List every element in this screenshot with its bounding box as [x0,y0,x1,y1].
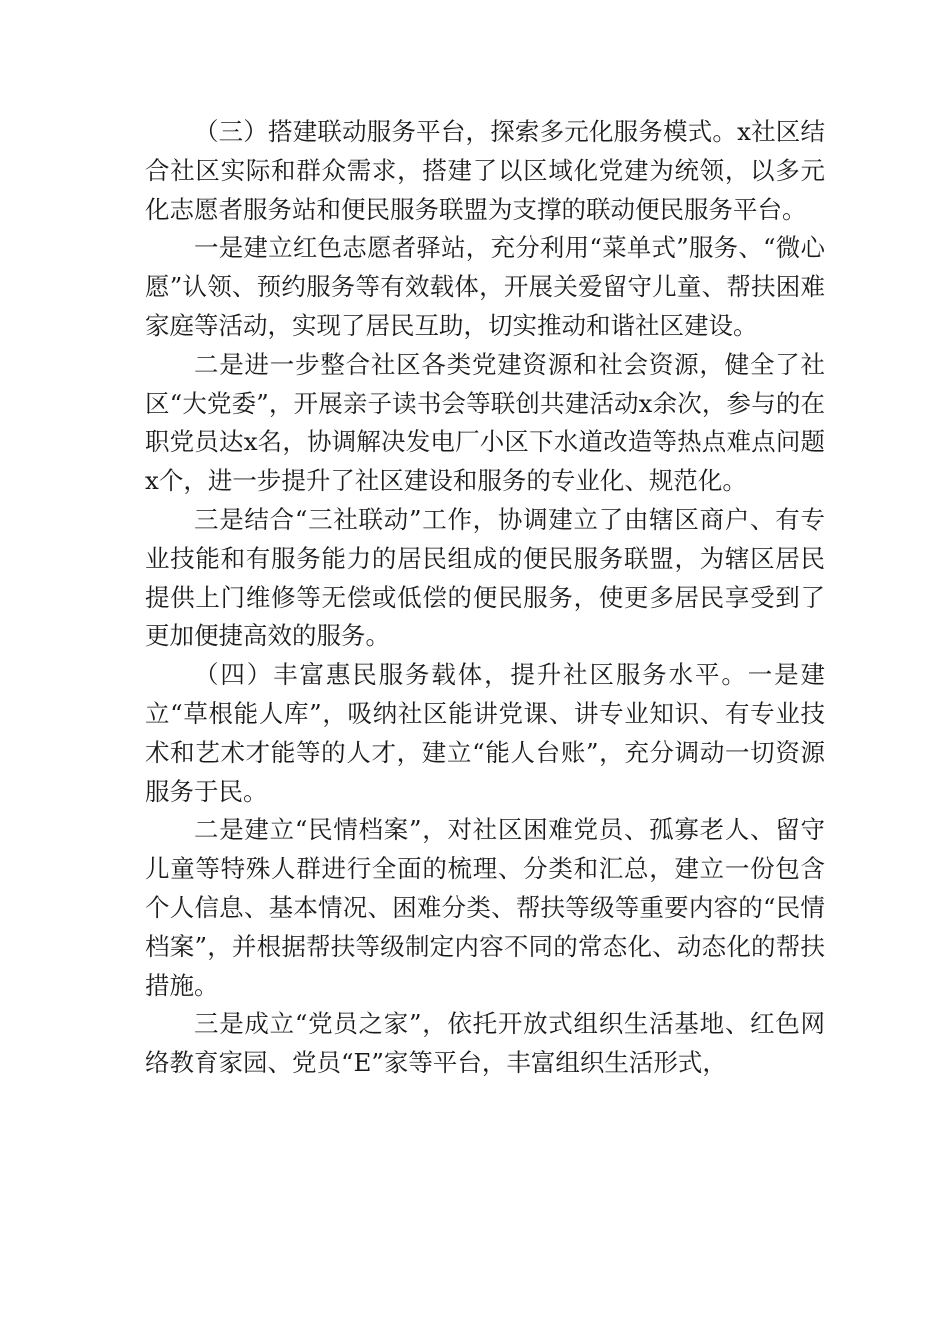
paragraph-party-member-home: 三是成立“党员之家”，依托开放式组织生活基地、红色网络教育家园、党员“E”家等平台，丰富组织生活形式， [145,1009,825,1078]
paragraph-section-three-heading: （三）搭建联动服务平台，探索多元化服务模式。x社区结合社区实际和群众需求，搭建了以区域化党建为统领，以多元化志愿者服务站和便民服务联盟为支撑的联动便民服务平台。 [145,117,825,224]
paragraph-section-four-heading: （四）丰富惠民服务载体，提升社区服务水平。一是建立“草根能人库”，吸纳社区能讲党课、讲专业知识、有专业技术和艺术才能等的人才，建立“能人台账”，充分调动一切资源服务于民。 [145,660,825,806]
document-page [145,113,825,1083]
paragraph-service-alliance: 三是结合“三社联动”工作，协调建立了由辖区商户、有专业技能和有服务能力的居民组成的便民服务联盟，为辖区居民提供上门维修等无偿或低偿的便民服务，使更多居民享受到了更加便捷高效的服务。 [145,504,825,651]
paragraph-public-sentiment-archive: 二是建立“民情档案”，对社区困难党员、孤寡老人、留守儿童等特殊人群进行全面的梳理、分类和汇总，建立一份包含个人信息、基本情况、困难分类、帮扶等级等重要内容的“民情档案”，并根据帮扶等级制定内容不同的常态化、动态化的帮扶措施。 [145,815,825,1000]
paragraph-red-volunteer-station: 一是建立红色志愿者驿站，充分利用“菜单式”服务、“微心愿”认领、预约服务等有效载体，开展关爱留守儿童、帮扶困难家庭等活动，实现了居民互助，切实推动和谐社区建设。 [145,233,825,340]
paragraph-party-building-resources: 二是进一步整合社区各类党建资源和社会资源，健全了社区“大党委”，开展亲子读书会等联创共建活动x余次，参与的在职党员达x名，协调解决发电厂小区下水道改造等热点难点问题x个，进一步提升了社区建设和服务的专业化、规范化。 [145,349,825,496]
